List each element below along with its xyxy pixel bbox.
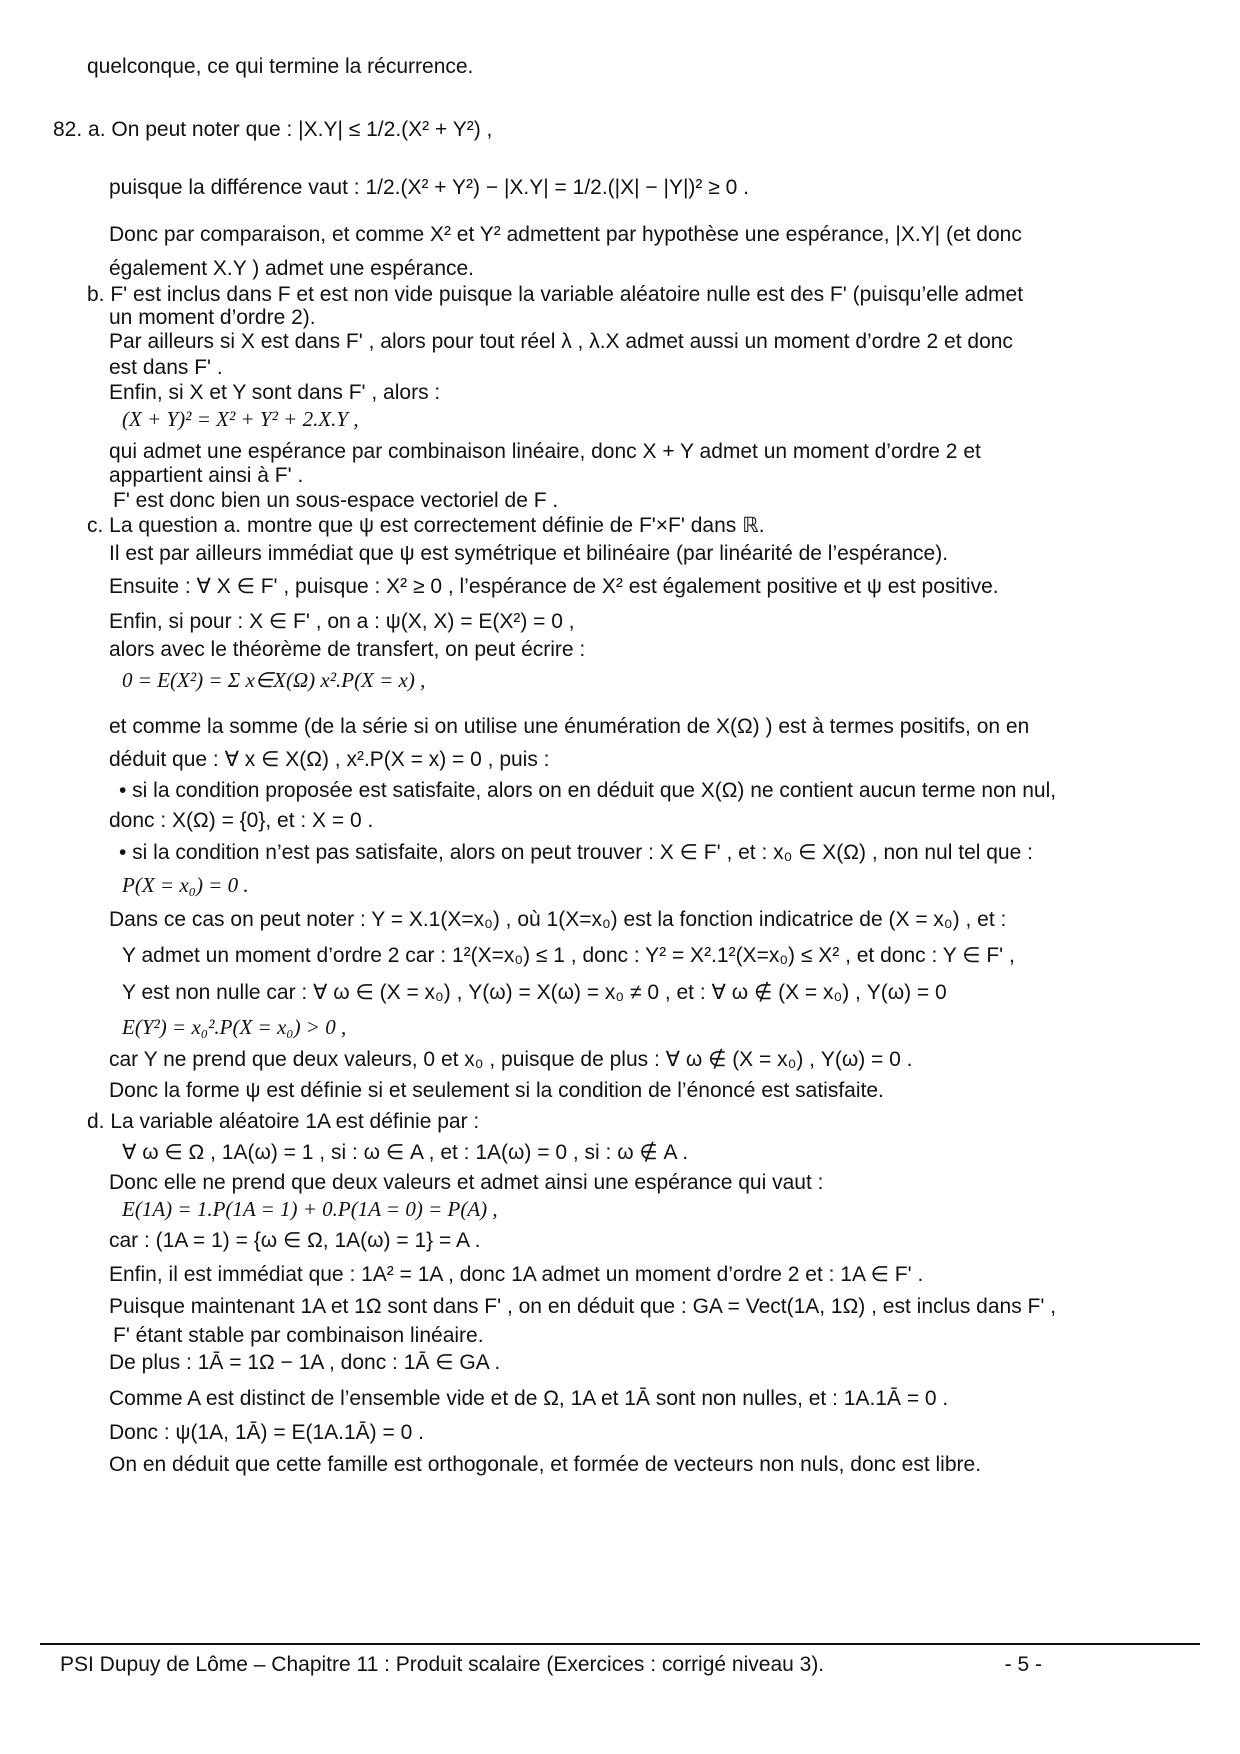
text-line: d. La variable aléatoire 1A est définie par : xyxy=(87,1110,480,1133)
footer-title: PSI Dupuy de Lôme – Chapitre 11 : Produit scalaire (Exercices : corrigé niveau 3). xyxy=(60,1653,825,1676)
text-line: c. La question a. montre que ψ est correctement définie de F'×F' dans ℝ. xyxy=(87,514,765,537)
text-line: • si la condition n’est pas satisfaite, alors on peut trouver : X ∈ F' , et : x₀ ∈ X(Ω) , non nul tel que : xyxy=(119,841,1033,864)
math-line: (X + Y)² = X² + Y² + 2.X.Y , xyxy=(122,407,359,431)
text-line: car : (1A = 1) = {ω ∈ Ω, 1A(ω) = 1} = A . xyxy=(109,1229,481,1252)
text-line: alors avec le théorème de transfert, on peut écrire : xyxy=(109,638,586,661)
text-line: Par ailleurs si X est dans F' , alors pour tout réel λ , λ.X admet aussi un moment d’ordre 2 et donc xyxy=(109,330,1013,353)
text-line: Y admet un moment d’ordre 2 car : 1²(X=x₀) ≤ 1 , donc : Y² = X².1²(X=x₀) ≤ X² , et donc : Y ∈ F' , xyxy=(122,944,1015,967)
math-line: P(X = x₀) = 0 . xyxy=(122,873,249,897)
text-line: Enfin, si pour : X ∈ F' , on a : ψ(X, X) = E(X²) = 0 , xyxy=(109,610,575,633)
text-line: Il est par ailleurs immédiat que ψ est symétrique et bilinéaire (par linéarité de l’espérance). xyxy=(109,542,949,565)
text-line: Puisque maintenant 1A et 1Ω sont dans F' , on en déduit que : GA = Vect(1A, 1Ω) , est inclus dans F' , xyxy=(109,1295,1057,1318)
text-line: F' étant stable par combinaison linéaire. xyxy=(113,1324,484,1347)
text-line: puisque la différence vaut : 1/2.(X² + Y²) − |X.Y| = 1/2.(|X| − |Y|)² ≥ 0 . xyxy=(109,176,749,199)
math-line: E(1A) = 1.P(1A = 1) + 0.P(1A = 0) = P(A) , xyxy=(122,1197,498,1221)
math-line: 0 = E(X²) = Σ x∈X(Ω) x².P(X = x) , xyxy=(122,668,426,692)
text-line: Comme A est distinct de l’ensemble vide et de Ω, 1A et 1Ā sont non nulles, et : 1A.1Ā = 0 . xyxy=(109,1387,949,1410)
text-line: Donc : ψ(1A, 1Ā) = E(1A.1Ā) = 0 . xyxy=(109,1421,424,1444)
text-line: Enfin, il est immédiat que : 1A² = 1A , donc 1A admet un moment d’ordre 2 et : 1A ∈ F' . xyxy=(109,1263,924,1286)
text-line: • si la condition proposée est satisfaite, alors on en déduit que X(Ω) ne contient aucun terme non nul, xyxy=(119,779,1057,802)
text-line: un moment d’ordre 2). xyxy=(109,306,316,329)
text-line: b. F' est inclus dans F et est non vide puisque la variable aléatoire nulle est des F' (puisqu’elle admet xyxy=(87,283,1024,306)
text-line: ∀ ω ∈ Ω , 1A(ω) = 1 , si : ω ∈ A , et : 1A(ω) = 0 , si : ω ∉ A . xyxy=(122,1141,689,1164)
text-line: déduit que : ∀ x ∈ X(Ω) , x².P(X = x) = 0 , puis : xyxy=(109,748,550,771)
text-line: également X.Y ) admet une espérance. xyxy=(109,257,475,280)
text-line: F' est donc bien un sous-espace vectoriel de F . xyxy=(113,489,559,512)
page-number: - 5 - xyxy=(1004,1653,1042,1676)
text-line: Enfin, si X et Y sont dans F' , alors : xyxy=(109,381,441,404)
text-line: car Y ne prend que deux valeurs, 0 et x₀ , puisque de plus : ∀ ω ∉ (X = x₀) , Y(ω) = 0 . xyxy=(109,1048,913,1071)
text-line: Donc elle ne prend que deux valeurs et admet ainsi une espérance qui vaut : xyxy=(109,1171,824,1194)
footer-rule xyxy=(40,1643,1200,1645)
text-line: De plus : 1Ā = 1Ω − 1A , donc : 1Ā ∈ GA . xyxy=(109,1351,501,1374)
text-line: quelconque, ce qui termine la récurrence. xyxy=(87,55,474,78)
text-line: Y est non nulle car : ∀ ω ∈ (X = x₀) , Y(ω) = X(ω) = x₀ ≠ 0 , et : ∀ ω ∉ (X = x₀) , Y(ω) = 0 xyxy=(122,981,947,1004)
text-line: Donc la forme ψ est définie si et seulement si la condition de l’énoncé est satisfaite. xyxy=(109,1079,884,1102)
text-line: appartient ainsi à F' . xyxy=(109,464,304,487)
text-line: 82. a. On peut noter que : |X.Y| ≤ 1/2.(X² + Y²) , xyxy=(53,118,493,141)
text-line: est dans F' . xyxy=(109,356,223,379)
text-line: qui admet une espérance par combinaison linéaire, donc X + Y admet un moment d’ordre 2 et xyxy=(109,440,981,463)
text-line: donc : X(Ω) = {0}, et : X = 0 . xyxy=(109,809,374,832)
text-line: Dans ce cas on peut noter : Y = X.1(X=x₀) , où 1(X=x₀) est la fonction indicatrice de (X = x₀) , et : xyxy=(109,908,1007,931)
text-line: Ensuite : ∀ X ∈ F' , puisque : X² ≥ 0 , l’espérance de X² est également positive et ψ est positive. xyxy=(109,575,999,598)
math-line: E(Y²) = x₀².P(X = x₀) > 0 , xyxy=(122,1015,347,1039)
text-line: et comme la somme (de la série si on utilise une énumération de X(Ω) ) est à termes positifs, on en xyxy=(109,715,1030,738)
text-line: Donc par comparaison, et comme X² et Y² admettent par hypothèse une espérance, |X.Y| (et donc xyxy=(109,223,1022,246)
text-line: On en déduit que cette famille est orthogonale, et formée de vecteurs non nuls, donc est libre. xyxy=(109,1453,982,1476)
